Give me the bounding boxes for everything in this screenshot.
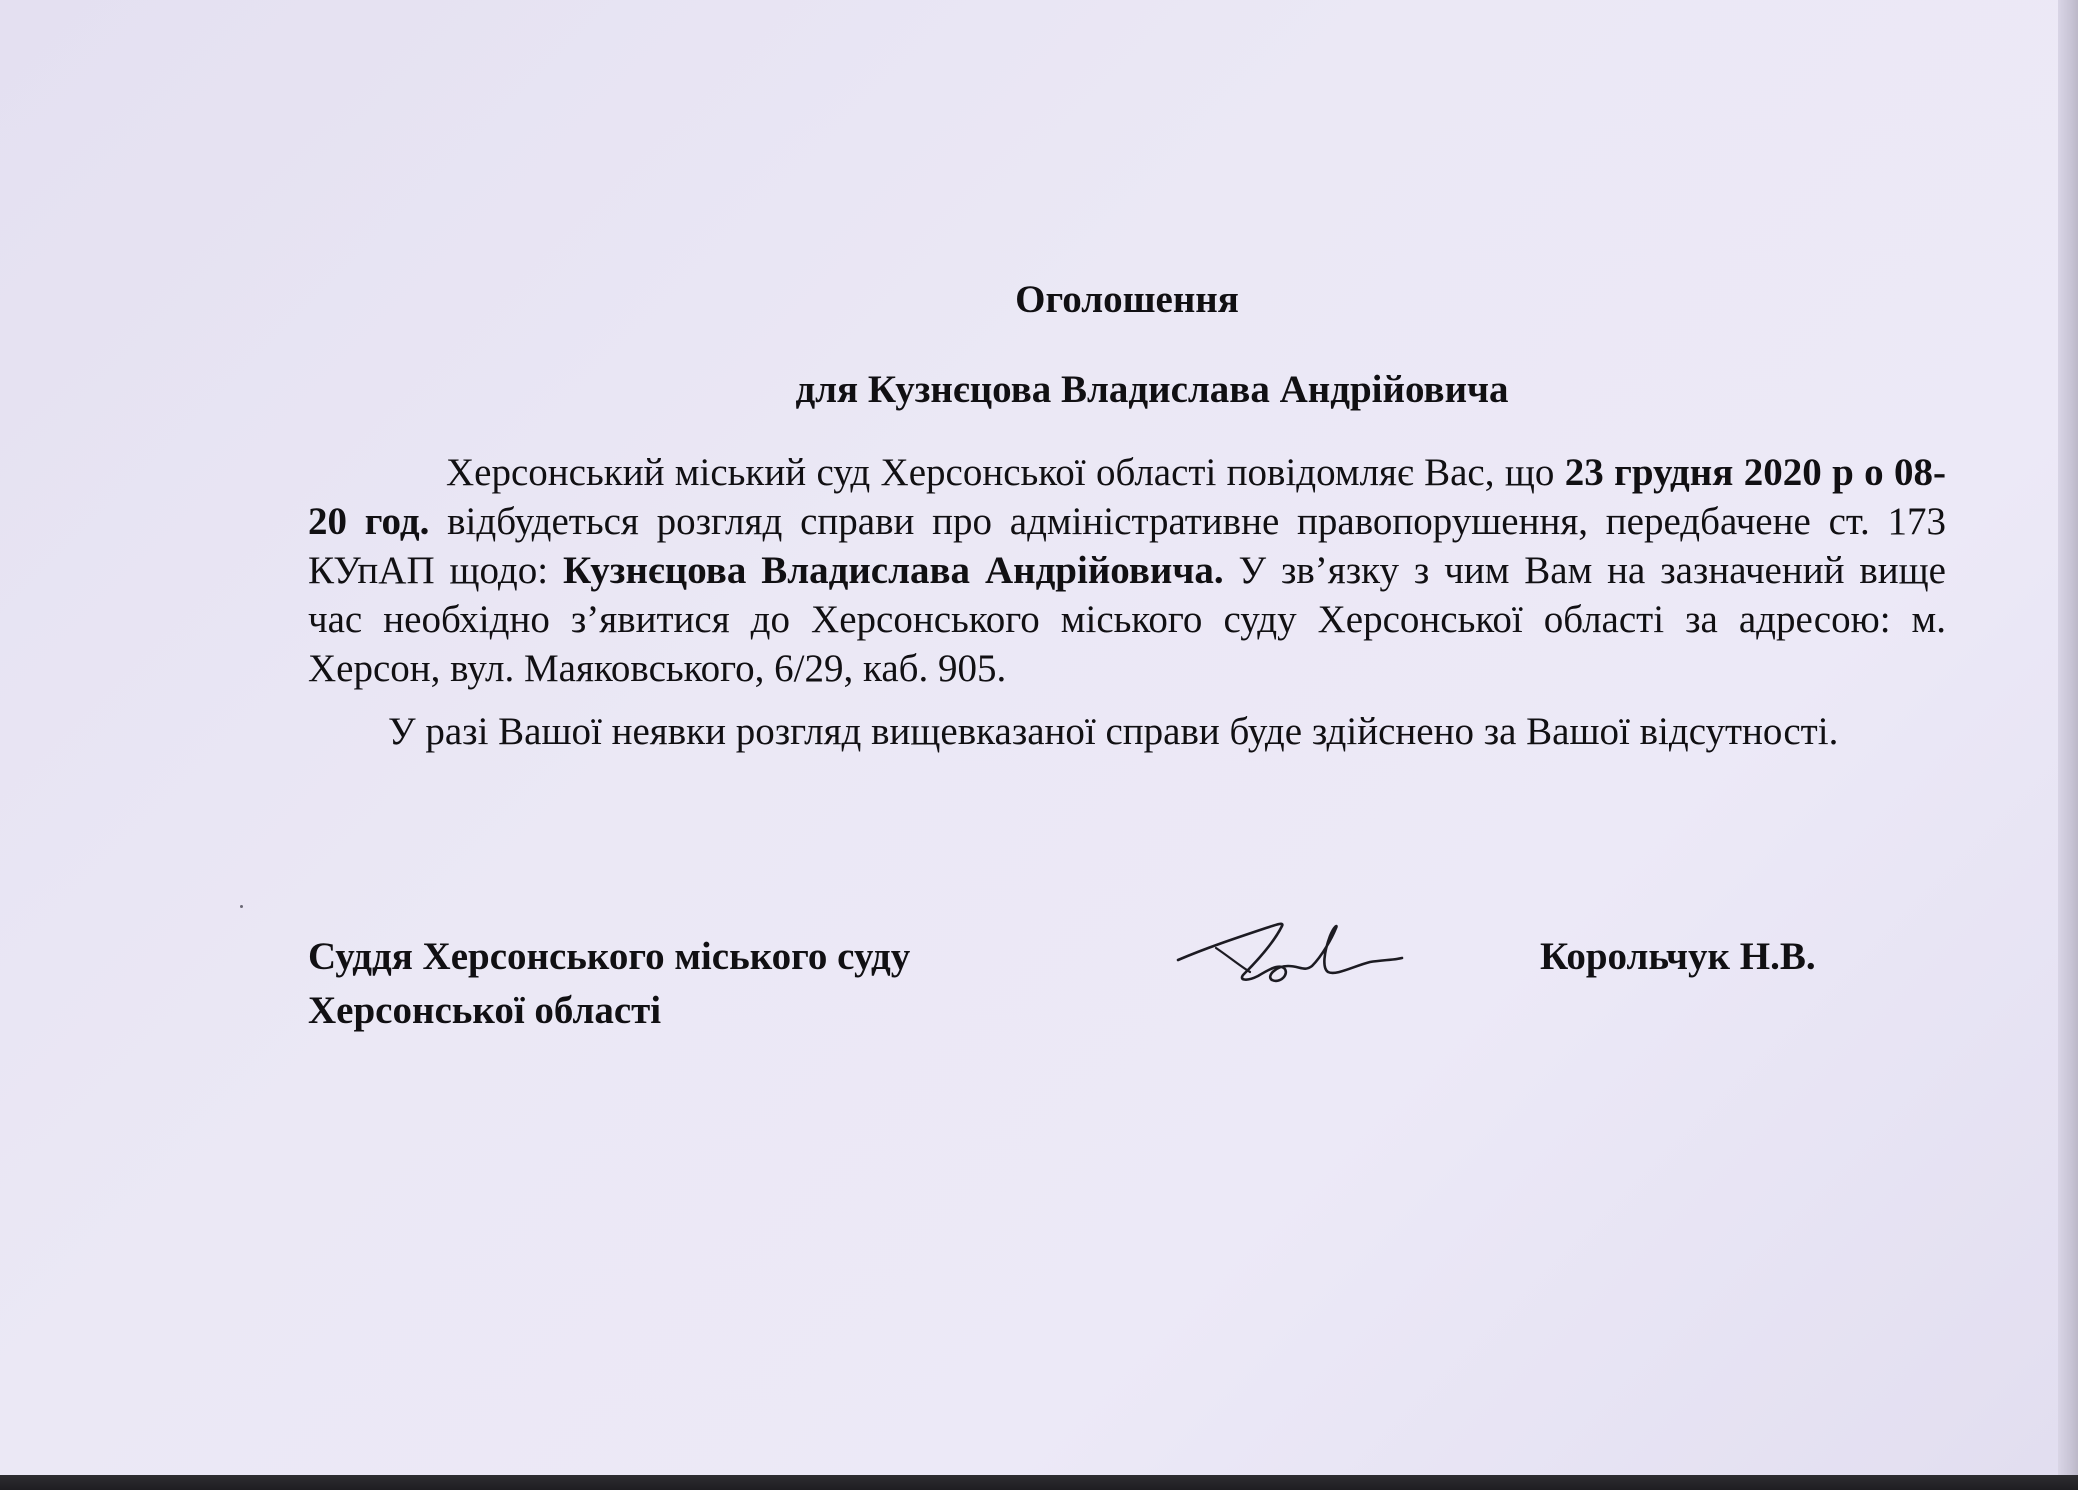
photo-bottom-edge <box>0 1475 2078 1490</box>
notice-document <box>308 270 1946 763</box>
defendant-name: Кузнєцова Владислава Андрійовича. <box>562 549 1224 592</box>
notice-title: Оголошення <box>1015 278 1239 321</box>
judge-title-line2: Херсонської області <box>308 989 662 1032</box>
signature-block <box>308 930 1946 1070</box>
paper-right-edge <box>2058 0 2078 1490</box>
paper-speck <box>240 905 243 908</box>
notice-body-paragraph <box>308 448 1946 693</box>
hearing-datetime: 23 грудня 2020 р о 08-20 год. <box>308 451 1946 543</box>
judge-title-line1: Суддя Херсонського міського суду <box>308 935 911 978</box>
handwritten-signature <box>1166 908 1406 998</box>
body-text-address: У зв’язку з чим Вам на зазначений вище час необхідно з’явитися до Херсонського міського суду Херсонської області за адресою: м. Херсон, вул. Маяковського, 6/29, каб. 905. <box>308 549 1946 690</box>
judge-title <box>308 930 910 1038</box>
notice-recipient: для Кузнєцова Владислава Андрійовича <box>795 368 1509 411</box>
judge-name: Корольчук Н.В. <box>1540 935 1816 978</box>
body-text-case: відбудеться розгляд справи про адміністративне правопорушення, передбачене ст. 173 КУпАП щодо: <box>308 500 1947 592</box>
notice-absence-paragraph: У разі Вашої неявки розгляд вищевказаної справи буде здійснено за Вашої відсутності. <box>388 710 1839 753</box>
body-text-intro: Херсонський міський суд Херсонської області повідомляє Вас, що <box>446 451 1565 494</box>
